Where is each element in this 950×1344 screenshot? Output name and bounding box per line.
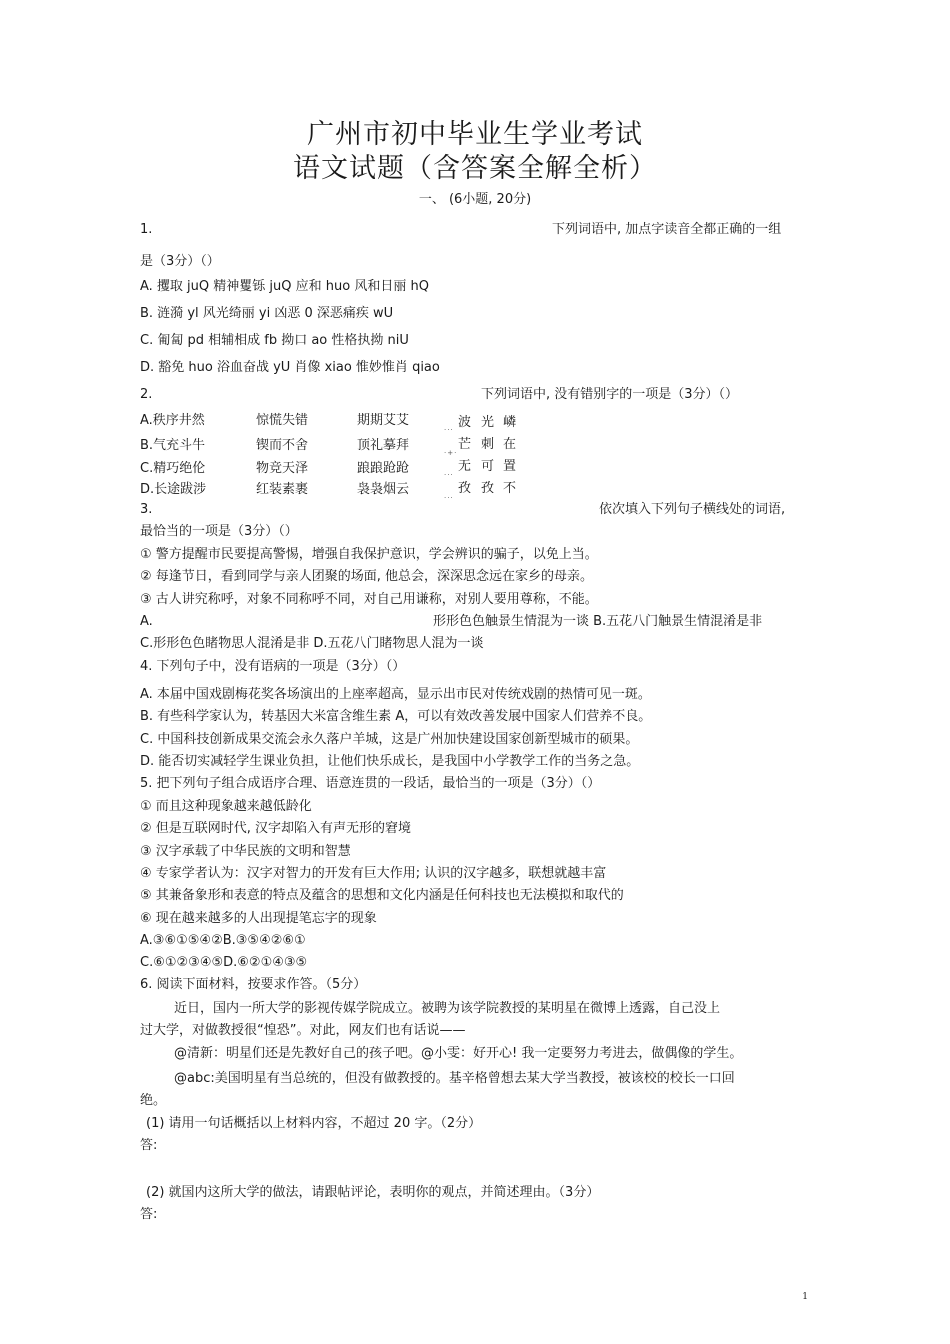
q6-answer-1: 答:: [140, 1138, 158, 1153]
q6-paragraph-1b: 过大学，对做教授很“惶恐”。对此，网友们也有话说——: [140, 1023, 466, 1038]
q3-options-cd: C.形形色色睹物思人混淆是非 D.五花八门睹物思人混为一谈: [140, 636, 484, 651]
emphasis-dots: ···: [444, 494, 454, 502]
emphasis-dots: ···: [444, 426, 454, 434]
q5-item-6: ⑥ 现在越来越多的人出现提笔忘字的现象: [140, 911, 377, 926]
q6-paragraph-3b: 绝。: [140, 1093, 167, 1108]
q3-number: 3.: [140, 502, 153, 517]
q2-c-1: C.精巧绝伦: [140, 461, 206, 476]
section-heading: 一、 (6小题, 20分): [418, 192, 532, 207]
q3-stem-cont: 最恰当的一项是（3分）（）: [140, 524, 298, 539]
q5-item-1: ① 而且这种现象越来越低龄化: [140, 799, 312, 814]
q1-option-c: C. 匍匐 pd 相辅相成 fb 拗口 ao 性格执拗 niU: [140, 333, 409, 348]
q2-vertical-col-2: 光刺可孜: [481, 415, 495, 496]
q6-paragraph-1a: 近日，国内一所大学的影视传媒学院成立。被聘为该学院教授的某明星在微博上透露，自己没上: [174, 1001, 721, 1016]
q3-option-a-label: A.: [140, 614, 153, 629]
q2-b-1: B.气充斗牛: [140, 438, 206, 453]
q6-stem: 6. 阅读下面材料，按要求作答。（5分）: [140, 977, 367, 992]
q2-vertical-col-3: 嶙在置不: [503, 415, 517, 496]
q2-d-2: 红装素裹: [256, 482, 309, 497]
q2-b-3: 顶礼摹拜: [357, 438, 410, 453]
q1-stem-cont: 是（3分）（）: [140, 254, 220, 269]
q2-a-3: 期期艾艾: [357, 413, 410, 428]
q5-item-3: ③ 汉字承载了中华民族的文明和智慧: [140, 844, 351, 859]
q1-stem: 下列词语中, 加点字读音全都正确的一组: [552, 222, 782, 237]
q1-option-d: D. 豁免 huo 浴血奋战 yU 肖像 xiao 惟妙惟肖 qiao: [140, 360, 440, 375]
q3-options-ab: 形形色色触景生情混为一谈 B.五花八门触景生情混淆是非: [433, 614, 763, 629]
emphasis-dots: ·+·: [444, 449, 458, 457]
q2-vertical-col-1: 波芒无孜: [458, 415, 472, 496]
q3-item-2: ② 每逢节日，看到同学与亲人团聚的场面, 他总会，深深思念远在家乡的母亲。: [140, 569, 594, 584]
q4-option-d: D. 能否切实减轻学生课业负担，让他们快乐成长，是我国中小学教学工作的当务之急。: [140, 754, 640, 769]
q5-stem: 5. 把下列句子组合成语序合理、语意连贯的一段话，最恰当的一项是（3分）（）: [140, 776, 601, 791]
q6-sub-question-2: (2) 就国内这所大学的做法，请跟帖评论，表明你的观点，并简述理由。（3分）: [146, 1185, 600, 1200]
q5-item-4: ④ 专家学者认为：汉字对智力的开发有巨大作用; 认识的汉字越多，联想就越丰富: [140, 866, 607, 881]
emphasis-dots: ···: [444, 471, 454, 479]
q3-stem: 依次填入下列句子横线处的词语,: [599, 502, 786, 517]
q2-c-2: 物竞天泽: [256, 461, 309, 476]
q5-item-2: ② 但是互联网时代, 汉字却陷入有声无形的窘境: [140, 821, 412, 836]
title-line-1: 广州市初中毕业生学业考试: [307, 119, 643, 150]
q4-option-a: A. 本届中国戏剧梅花奖各场演出的上座率超高，显示出市民对传统戏剧的热情可见一斑。: [140, 687, 651, 702]
q1-option-b: B. 涟漪 yl 风光绮丽 yi 凶恶 0 深恶痛疾 wU: [140, 306, 394, 321]
q2-number: 2.: [140, 387, 153, 402]
q4-stem: 4. 下列句子中，没有语病的一项是（3分）（）: [140, 659, 406, 674]
q1-number: 1.: [140, 222, 153, 237]
q5-options-ab: A.③⑥①⑤④②B.③⑤④②⑥①: [140, 933, 306, 948]
q5-item-5: ⑤ 其兼备象形和表意的特点及蕴含的思想和文化内涵是任何科技也无法模拟和取代的: [140, 888, 624, 903]
q2-a-1: A.秩序井然: [140, 413, 205, 428]
q2-a-2: 惊慌失错: [256, 413, 309, 428]
q6-paragraph-2: @清新：明星们还是先教好自己的孩子吧。@小雯：好开心! 我一定要努力考进去，做偶像的学生。: [174, 1046, 743, 1061]
q2-stem: 下列词语中, 没有错别字的一项是（3分）（）: [481, 387, 739, 402]
q2-d-3: 袅袅烟云: [357, 482, 410, 497]
title-line-2: 语文试题（含答案全解全析）: [293, 153, 657, 184]
q1-option-a: A. 攫取 juQ 精神矍铄 juQ 应和 huo 风和日丽 hQ: [140, 279, 429, 294]
q2-c-3: 踉踉跄跄: [357, 461, 410, 476]
q5-options-cd: C.⑥①②③④⑤D.⑥②①④③⑤: [140, 955, 308, 970]
q4-option-b: B. 有些科学家认为，转基因大米富含维生素 A，可以有效改善发展中国家人们营养不良。: [140, 709, 652, 724]
q2-d-1: D.长途跋涉: [140, 482, 207, 497]
page-number: 1: [802, 1292, 808, 1302]
q6-answer-2: 答:: [140, 1207, 158, 1222]
q3-item-3: ③ 古人讲究称呼，对象不同称呼不同，对自己用谦称，对别人要用尊称，不能。: [140, 592, 598, 607]
q6-sub-question-1: (1) 请用一句话概括以上材料内容，不超过 20 字。（2分）: [146, 1116, 482, 1131]
q6-paragraph-3a: @abc:美国明星有当总统的，但没有做教授的。基辛格曾想去某大学当教授，被该校的校长一口回: [174, 1071, 735, 1086]
q4-option-c: C. 中国科技创新成果交流会永久落户羊城，这是广州加快建设国家创新型城市的硕果。: [140, 732, 639, 747]
q2-b-2: 锲而不舍: [256, 438, 309, 453]
q3-item-1: ① 警方提醒市民要提高警惕，增强自我保护意识，学会辨识的骗子，以免上当。: [140, 547, 598, 562]
